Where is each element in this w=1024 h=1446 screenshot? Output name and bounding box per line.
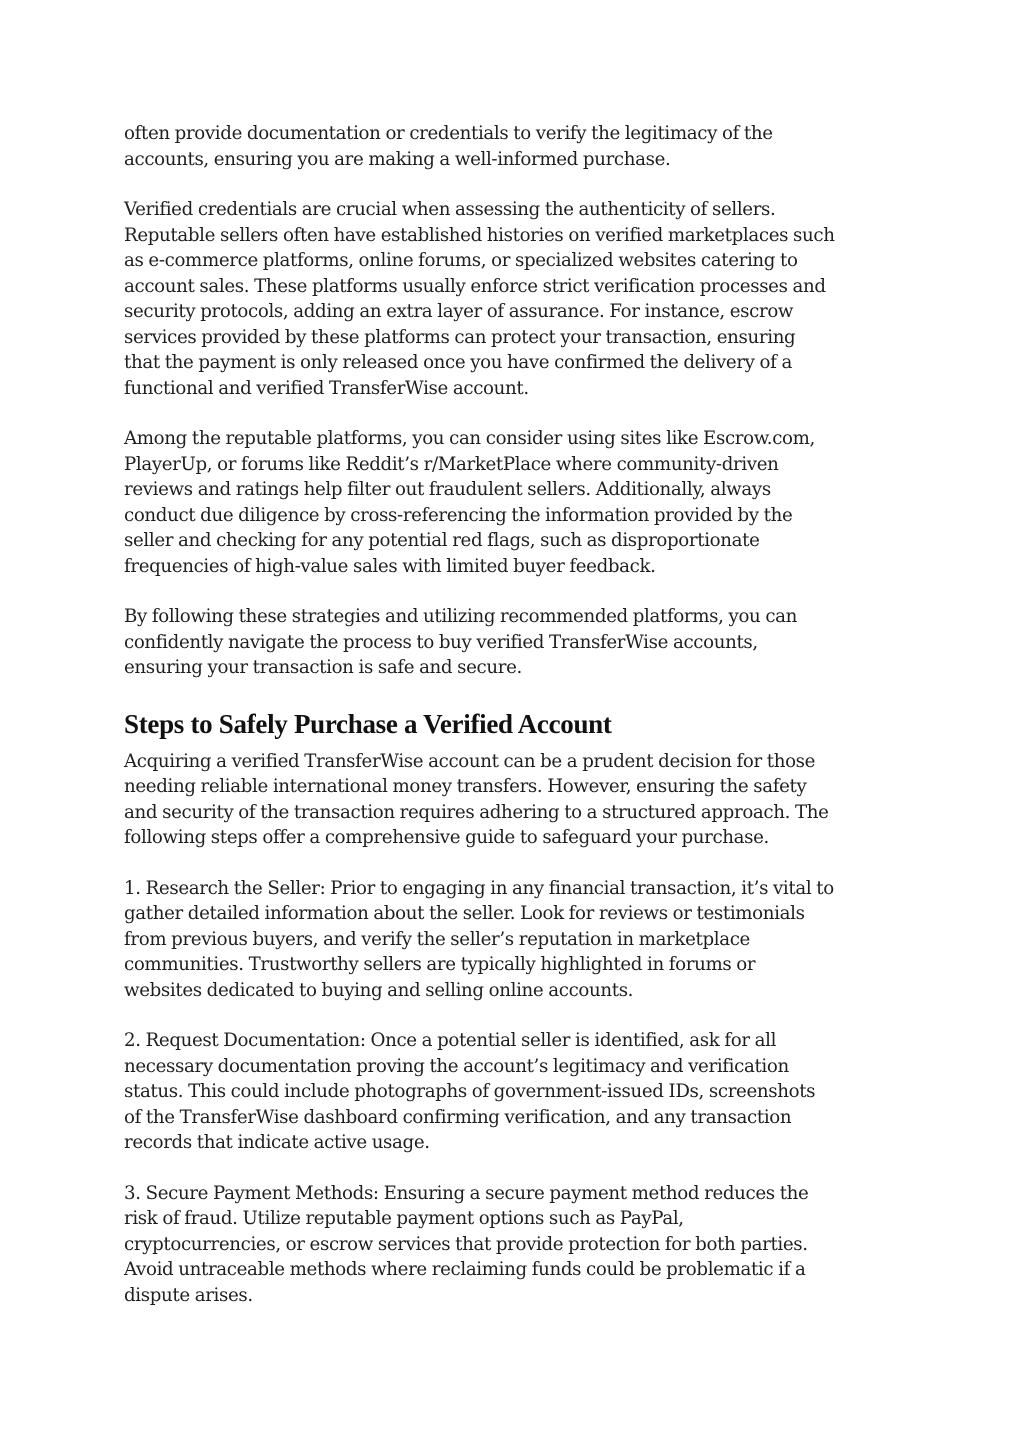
paragraph-verified-credentials: Verified credentials are crucial when assessing the authenticity of sellers. Reputable sellers often have established histories on verified marketplaces such as e-commerce platforms, online forums, or specialized websites catering to account sales. These platforms usually enforce strict verification processes and security protocols, adding an extra layer of assurance. For instance, escrow services provided by these platforms can protect your transaction, ensuring that the payment is only released once you have confirmed the delivery of a functional and verified TransferWise account. [124, 199, 835, 399]
paragraph-intro: Acquiring a verified TransferWise account can be a prudent decision for those needing reliable international money transfers. However, ensuring the safety and security of the transaction requires adhering to a structured approach. The following steps offer a comprehensive guide to safeguard your purchase. [124, 750, 829, 848]
paragraph-step-research-seller: 1. Research the Seller: Prior to engaging in any financial transaction, it’s vital to gather detailed information about the seller. Look for reviews or testimonials from previous buyers, and verify the seller’s reputation in marketplace communities. Trustworthy sellers are typically highlighted in forums or websites dedicated to buying and selling online accounts. [124, 877, 834, 1001]
document-page [124, 121, 904, 1333]
paragraph-step-secure-payment: 3. Secure Payment Methods: Ensuring a secure payment method reduces the risk of fraud. Utilize reputable payment options such as PayPal, cryptocurrencies, or escrow services that provide protection for both parties. Avoid untraceable methods where reclaiming funds could be problematic if a dispute arises. [124, 1182, 809, 1306]
paragraph-credentials-continued: often provide documentation or credentials to verify the legitimacy of the accounts, ensuring you are making a well-informed purchase. [124, 123, 773, 170]
section-heading: Steps to Safely Purchase a Verified Account [124, 708, 612, 739]
paragraph-reputable-platforms: Among the reputable platforms, you can consider using sites like Escrow.com, PlayerUp, or forums like Reddit’s r/MarketPlace where community-driven reviews and ratings help filter out fraudulent sellers. Additionally, always conduct due diligence by cross-referencing the information provided by the seller and checking for any potential red flags, such as disproportionate frequencies of high-value sales with limited buyer feedback. [124, 428, 815, 577]
paragraph-step-request-documentation: 2. Request Documentation: Once a potential seller is identified, ask for all necessary documentation proving the account’s legitimacy and verification status. This could include photographs of government-issued IDs, screenshots of the TransferWise dashboard confirming verification, and any transaction records that indicate active usage. [124, 1030, 816, 1153]
paragraph-strategies-summary: By following these strategies and utilizing recommended platforms, you can confidently navigate the process to buy verified TransferWise accounts, ensuring your transaction is safe and secure. [124, 606, 798, 678]
